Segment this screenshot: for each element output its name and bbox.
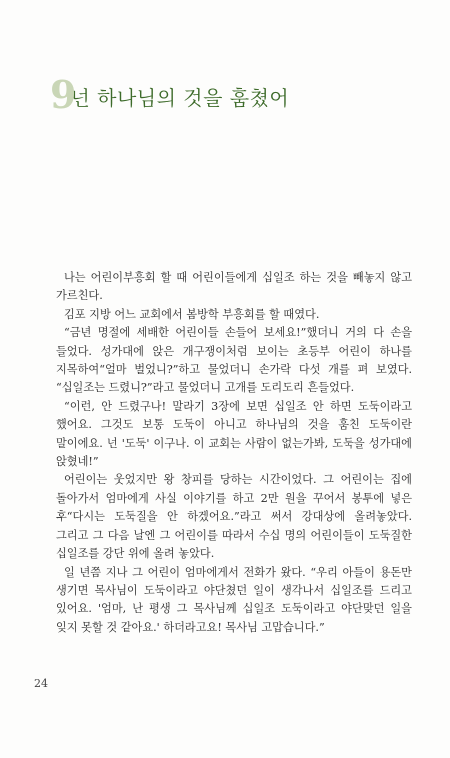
paragraph: 김포 지방 어느 교회에서 봄방학 부흥회를 할 때였다. xyxy=(64,307,320,321)
chapter-title xyxy=(50,70,290,117)
paragraph: “금년 명절에 세배한 어린이들 손들어 보세요!”했더니 거의 다 손을 들었다. 성가대에 앉은 개구쟁이처럼 보이는 초등부 어린이 하나를 지목하여“얼마 벌었니?”하고 물었더니 손가락 다섯 개를 펴 보였다. “십일조는 드렸니?”라고 물었더니 고개를 도리도리 흔들었다. xyxy=(56,326,412,395)
paragraph: 어린이는 웃었지만 왕 창피를 당하는 시간이었다. 그 어린이는 집에 돌아가서 엄마에게 사실 이야기를 하고 2만 원을 꾸어서 봉투에 넣은 후“다시는 도둑질을 안 하겠어요.”라고 써서 강대상에 올려놓았다. 그리고 그 다음 날엔 그 어린이를 따라서 수십 명의 어린이들이 도둑질한 십일조를 강단 위에 올려 놓았다. xyxy=(56,473,412,561)
body-text xyxy=(56,269,412,637)
paragraph: “이런, 안 드렸구나! 말라기 3장에 보면 십일조 안 하면 도둑이라고 했어요. 그것도 보통 도둑이 아니고 하나님의 것을 훔친 도둑이란 말이에요. 넌 '도둑' 이구나. 이 교회는 사람이 없는가봐, 도둑을 성가대에 앉혔네!” xyxy=(56,399,412,469)
paragraph: 나는 어린이부흥회 할 때 어린이들에게 십일조 하는 것을 빼놓지 않고 가르친다. xyxy=(56,271,412,303)
paragraph: 일 년쯤 지나 그 어린이 엄마에게서 전화가 왔다. “우리 아들이 용돈만 생기면 목사님이 도둑이라고 야단쳤던 일이 생각나서 십일조를 드리고 있어요. '엄마, 난 평생 그 목사님께 십일조 도둑이라고 야단맞던 일을 잊지 못할 것 같아요.' 하더라고요! 목사님 고맙습니다.” xyxy=(56,565,412,634)
chapter-heading: 넌 하나님의 것을 훔쳤어 xyxy=(70,86,290,110)
page-number: 24 xyxy=(34,677,48,690)
chapter-number: 9 xyxy=(50,72,77,117)
